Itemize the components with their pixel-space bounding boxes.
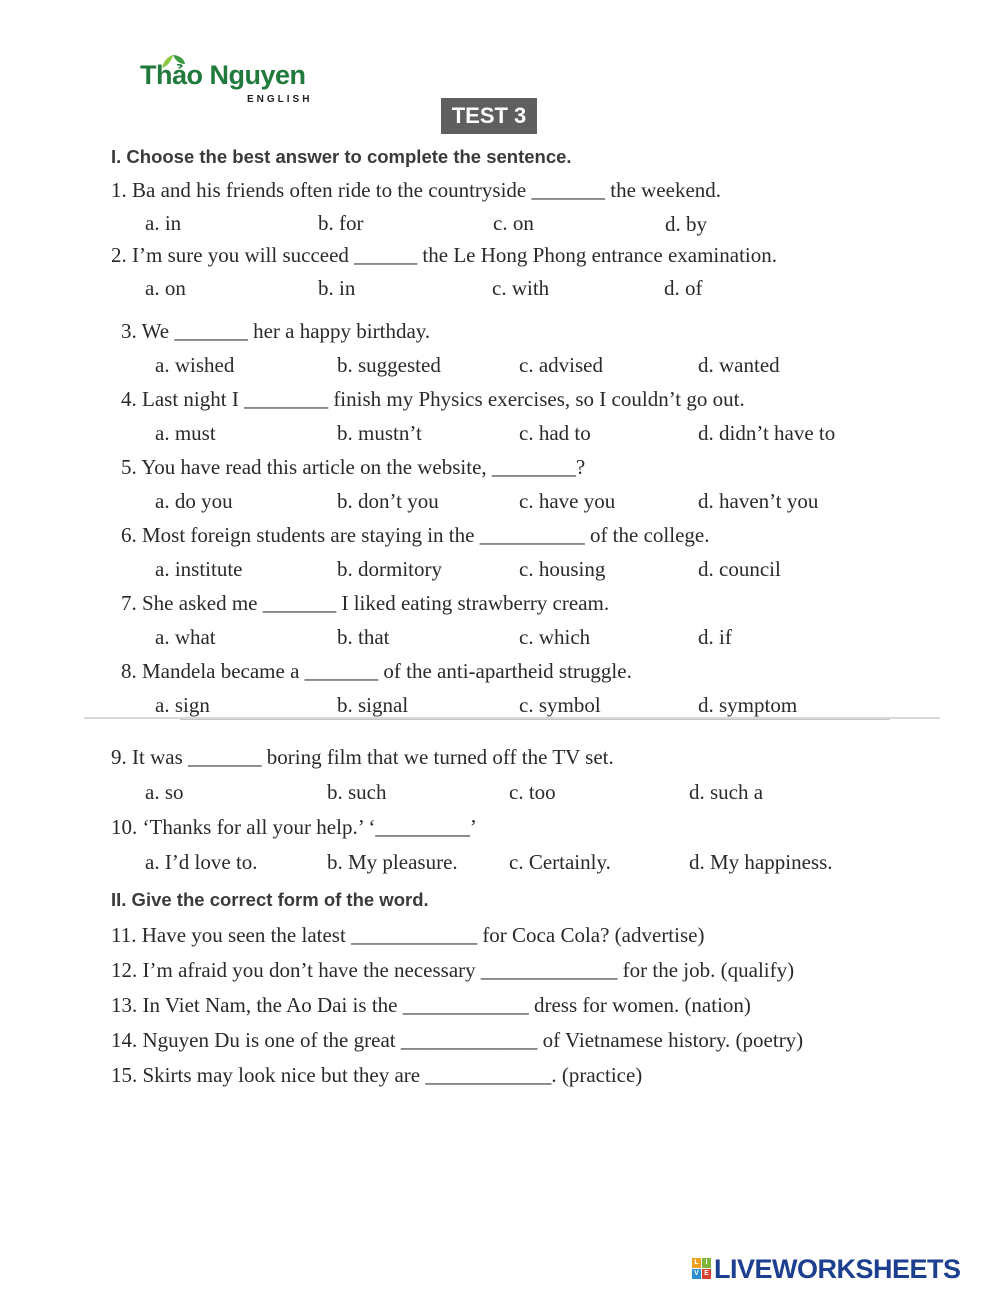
option[interactable]: b. for [318, 211, 364, 235]
option[interactable]: c. advised [519, 353, 603, 377]
option[interactable]: d. symptom [698, 693, 798, 717]
option[interactable]: d. didn’t have to [698, 421, 836, 445]
liveworksheets-icon [692, 1258, 712, 1280]
question-text: 9. It was _______ boring film that we turned off the TV set. [111, 745, 614, 769]
option[interactable]: a. in [145, 211, 182, 235]
question-text: 5. You have read this article on the website, ________? [121, 455, 586, 479]
question-text: 8. Mandela became a _______ of the anti-apartheid struggle. [121, 659, 632, 683]
option[interactable]: a. what [155, 625, 216, 649]
option[interactable]: b. mustn’t [337, 421, 422, 445]
option[interactable]: b. don’t you [337, 489, 439, 513]
option[interactable]: d. wanted [698, 353, 780, 377]
option[interactable]: c. housing [519, 557, 606, 581]
option[interactable]: a. must [155, 421, 216, 445]
option[interactable]: c. too [509, 780, 556, 804]
option[interactable]: c. symbol [519, 693, 601, 717]
question-text: 1. Ba and his friends often ride to the countryside _______ the weekend. [111, 178, 722, 202]
test-title: TEST 3 [441, 98, 537, 134]
logo-name: Thảo Nguyen [140, 60, 306, 90]
question-text: 6. Most foreign students are staying in the __________ of the college. [121, 523, 710, 547]
option[interactable]: b. My pleasure. [327, 850, 458, 874]
option[interactable]: b. dormitory [337, 557, 442, 581]
option[interactable]: c. Certainly. [509, 850, 611, 874]
option[interactable]: c. have you [519, 489, 616, 513]
option[interactable]: a. do you [155, 489, 233, 513]
word-form-question: 12. I’m afraid you don’t have the necessary _____________ for the job. (qualify) [111, 958, 795, 982]
option[interactable]: b. that [337, 625, 390, 649]
question-text: 4. Last night I ________ finish my Physics exercises, so I couldn’t go out. [121, 387, 745, 411]
option[interactable]: a. institute [155, 557, 243, 581]
brand-logo [140, 58, 320, 110]
option[interactable]: b. in [318, 276, 356, 300]
liveworksheets-brand: LIVEWORKSHEETS [714, 1254, 961, 1284]
option[interactable]: d. My happiness. [689, 850, 833, 874]
option[interactable]: d. haven’t you [698, 489, 819, 513]
option[interactable]: d. of [664, 276, 703, 300]
option[interactable]: a. on [145, 276, 186, 300]
icon-letter: I [702, 1258, 711, 1268]
option[interactable]: c. which [519, 625, 591, 649]
option[interactable]: b. suggested [337, 353, 441, 377]
section-heading-1: I. Choose the best answer to complete the sentence. [111, 146, 572, 167]
option[interactable]: b. such [327, 780, 387, 804]
liveworksheets-watermark [692, 1254, 992, 1286]
word-form-question: 14. Nguyen Du is one of the great _____________ of Vietnamese history. (poetry) [111, 1028, 804, 1052]
option[interactable]: c. on [493, 211, 534, 235]
word-form-question: 13. In Viet Nam, the Ao Dai is the ____________ dress for women. (nation) [111, 993, 751, 1017]
question-text: 2. I’m sure you will succeed ______ the Le Hong Phong entrance examination. [111, 243, 777, 267]
question-text: 10. ‘Thanks for all your help.’ ‘_________’ [111, 815, 477, 839]
section-heading-2: II. Give the correct form of the word. [111, 889, 429, 910]
option[interactable]: a. so [145, 780, 184, 804]
icon-letter: L [692, 1258, 701, 1268]
option[interactable]: d. council [698, 557, 781, 581]
option[interactable]: c. had to [519, 421, 591, 445]
word-form-question: 11. Have you seen the latest ____________ for Coca Cola? (advertise) [111, 923, 705, 947]
icon-letter: V [692, 1269, 701, 1279]
question-text: 7. She asked me _______ I liked eating strawberry cream. [121, 591, 610, 615]
page-divider-line [180, 719, 890, 720]
question-text: 3. We _______ her a happy birthday. [121, 319, 431, 343]
option[interactable]: d. by [665, 212, 707, 236]
option[interactable]: d. if [698, 625, 732, 649]
logo-subtitle: ENGLISH [247, 94, 313, 105]
option[interactable]: a. wished [155, 353, 235, 377]
option[interactable]: b. signal [337, 693, 409, 717]
option[interactable]: c. with [492, 276, 550, 300]
option[interactable]: a. I’d love to. [145, 850, 258, 874]
option[interactable]: d. such a [689, 780, 764, 804]
word-form-question: 15. Skirts may look nice but they are ____________. (practice) [111, 1063, 643, 1087]
icon-letter: E [702, 1269, 711, 1279]
option[interactable]: a. sign [155, 693, 210, 717]
